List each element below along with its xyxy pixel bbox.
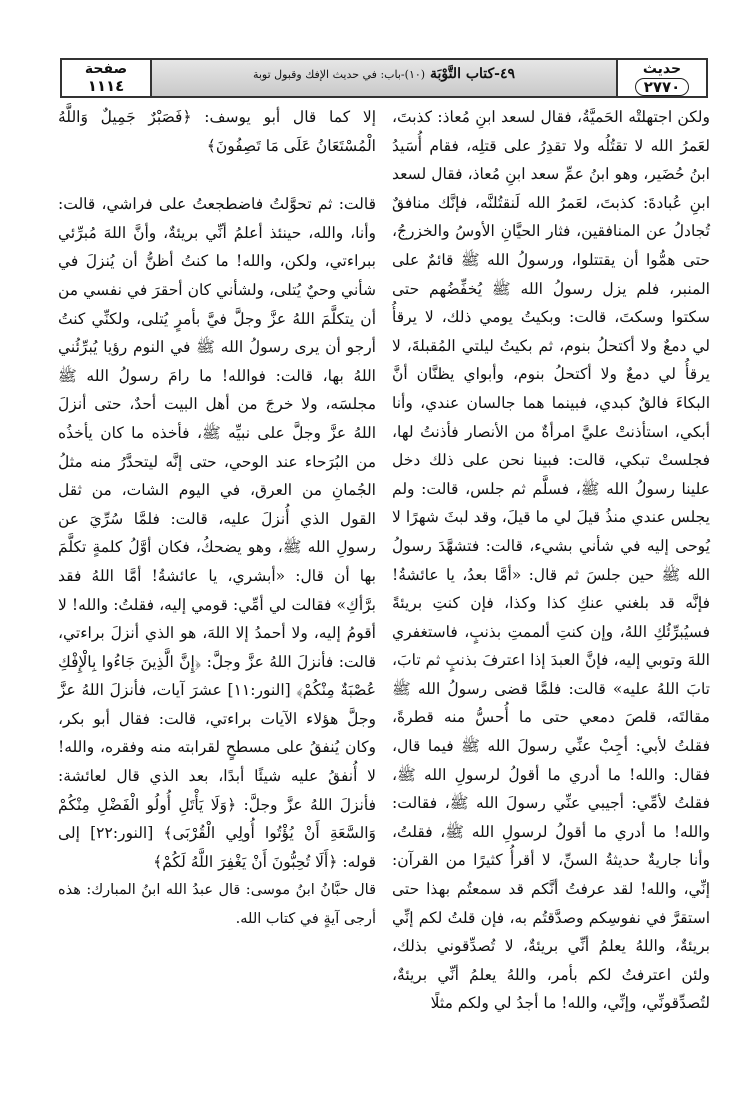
right-text-column: [392, 103, 710, 1018]
page-number: ١١١٤: [87, 77, 125, 95]
left-column-paragraph-1: إلا كما قال أبو يوسف: ﴿فَصَبْرٌ جَمِيلٌ وَاللَّهُ الْمُسْتَعَانُ عَلَى مَا تَصِفُونَ﴾: [58, 108, 376, 155]
hadith-number: ٢٧٧٠: [635, 78, 690, 96]
right-column-paragraph: ولكن اجتهلتْه الحَميَّةُ، فقال لسعد ابنِ مُعاذ: كذبتَ، لعَمرُ الله لا تقتُلُه ولا تقدِرُ على قتلِه، فقام أُسَيدُ ابنُ حُضَير، وهو ابنُ عمِّ سعد ابنِ مُعاذ، فقال لسعد ابنِ عُبادةَ: كذبتَ، لعَمرُ الله لَنقتُلنَّه، فإنَّك منافقٌ تُجادلُ عن المنافقين، فثار الحيَّانِ الأوسُ والخزرجُ، حتى همُّوا أن يقتتلوا، ورسولُ الله ﷺ قائمٌ على المنبر، فلم يزل رسولُ الله ﷺ يُخفِّضُهم حتى سكتوا وسكتَ، قالت: وبكيتُ يومي ذلك، لا يرقأُ لي دمعٌ ولا أكتحلُ بنوم، ثم بكيتُ ليلتي المُقبلةَ، لا يرقأُ لي دمعٌ ولا أكتحلُ بنوم، وأبواي يظنَّان أنَّ البكاءَ فالقٌ كبدي، فبينما هما جالسان عندي، وأنا أبكي، استأذنتْ عليَّ امرأةٌ من الأنصار فأذنتُ لها، فجلستْ تبكي، قالت: فبينا نحن على ذلك دخل علينا رسولُ الله ﷺ، فسلَّم ثم جلس، قالت: ولم يجلس عندي منذُ قيلَ لي ما قيلَ، وقد لبثَ شهرًا لا يُوحى إليه في شأني بشيء، قالت: فتشهَّدَ رسولُ الله ﷺ حين جلسَ ثم قال: «أمَّا بعدُ، يا عائشةُ! فإنَّه قد بلغني عنكِ كذا وكذا، فإن كنتِ بريئةً فسيُبرِّئُكِ اللهُ، وإن كنتِ ألممتِ بذنبٍ، فاستغفري اللهَ وتوبي إليه، فإنَّ العبدَ إذا اعترفَ بذنبٍ ثم تابَ، تابَ اللهُ عليه» قالت: فلمَّا قضى رسولُ الله ﷺ مقالتَه، قلصَ دمعي حتى ما أُحسُّ منه قطرةً، فقلتُ لأبي: أجِبْ عنِّي رسولَ الله ﷺ فيما قال، فقال: والله! ما أدري ما أقولُ لرسولِ الله ﷺ، فقلتُ لأمِّي: أجيبي عنِّي رسولَ الله ﷺ، فقالت: والله! ما أدري ما أقولُ لرسولِ الله ﷺ، فقلتُ، وأنا جاريةٌ حديثةُ السنِّ، لا أقرأُ كثيرًا من القرآن: إنِّي، والله! لقد عرفتُ أنَّكم قد سمعتُم بهذا حتى استقرَّ في نفوسِكم وصدَّقتُم به، فإن قلتُ لكم إنِّي بريئةٌ، واللهُ يعلمُ أنِّي بريئةٌ، لا تُصدِّقوني بذلك، ولئن اعترفتُ لكم بأمر، واللهُ يعلمُ أنِّي بريئةٌ، لتُصدِّقونِّي، وإنِّي، والله! ما أجدُ لي ولكم مثلًا: [392, 108, 710, 1013]
left-column-note: قال حبَّانُ ابنُ موسى: قال عبدُ الله ابنُ المبارك: هذه أرجى آيةٍ في كتاب الله.: [58, 882, 376, 928]
hadith-label: حديث: [642, 61, 682, 77]
hadith-number-box: [616, 58, 708, 98]
left-column-paragraph-2: قالت: ثم تحوَّلتُ فاضطجعتُ على فراشي، قالت: وأنا، والله، حينئذ أعلمُ أنِّي بريئةٌ، وأنَّ اللهَ مُبرِّئي ببراءتي، ولكن، والله! ما كنتُ أظنُّ أن يُنزلَ في شأني وحيٌ يُتلى، ولشأني كان أحقرَ في نفسي من أن يتكلَّمَ اللهُ عزَّ وجلَّ فيَّ بأمرٍ يُتلى، ولكنِّي كنتُ أرجو أن يرى رسولُ الله ﷺ في النوم رؤيا يُبرِّئُني اللهُ بها، قالت: فوالله! ما رامَ رسولُ الله ﷺ مجلسَه، ولا خرجَ من أهل البيت أحدٌ، حتى أنزلَ اللهُ عزَّ وجلَّ على نبيِّه ﷺ، فأخذه ما كان يأخذُه من البُرَحاء عند الوحي، حتى إنَّه ليتحدَّرُ منه مثلُ الجُمانِ من العرق، في اليوم الشات، من ثقل القول الذي أُنزلَ عليه، قالت: فلمَّا سُرِّيَ عن رسولِ الله ﷺ، وهو يضحكُ، فكان أوَّلُ كلمةٍ تكلَّمَ بها أن قال: «أبشري، يا عائشةُ! أمَّا اللهُ فقد برَّأكِ» فقالت لي أمِّي: قومي إليه، فقلتُ: والله! لا أقومُ إليه، ولا أحمدُ إلا اللهَ، هو الذي أنزلَ براءتي، قالت: فأنزلَ اللهُ عزَّ وجلَّ: ﴿إِنَّ الَّذِينَ جَاءُوا بِالْإِفْكِ عُصْبَةٌ مِنْكُمْ﴾ [النور:١١] عشرَ آيات، فأنزلَ اللهُ عزَّ وجلَّ هؤلاء الآيات براءتي، قالت: فقال أبو بكر، وكان يُنفقُ على مسطحٍ لقرابته منه وفقره، والله! لا أُنفقُ عليه شيئًا أبدًا، بعد الذي قال لعائشة: فأنزلَ اللهُ عزَّ وجلَّ: ﴿وَلَا يَأْتَلِ أُولُو الْفَضْلِ مِنْكُمْ وَالسَّعَةِ أَنْ يُؤْتُوا أُولِي الْقُرْبَى﴾ [النور:٢٢] إلى قوله: ﴿أَلَا تُحِبُّونَ أَنْ يَغْفِرَ اللَّهُ لَكُمْ﴾: [58, 195, 376, 871]
chapter-subtitle: (١٠)-باب: في حديث الإفك وقبول توبة: [252, 68, 426, 81]
page-header: [60, 58, 708, 98]
page-label: صفحة: [84, 61, 128, 77]
left-text-column: [58, 103, 376, 934]
chapter-title: ٤٩-كتاب التَّوْبَة: [429, 66, 516, 82]
chapter-title-line: [162, 66, 606, 82]
page-number-box: [60, 58, 152, 98]
paragraph-spacer: [58, 160, 376, 190]
